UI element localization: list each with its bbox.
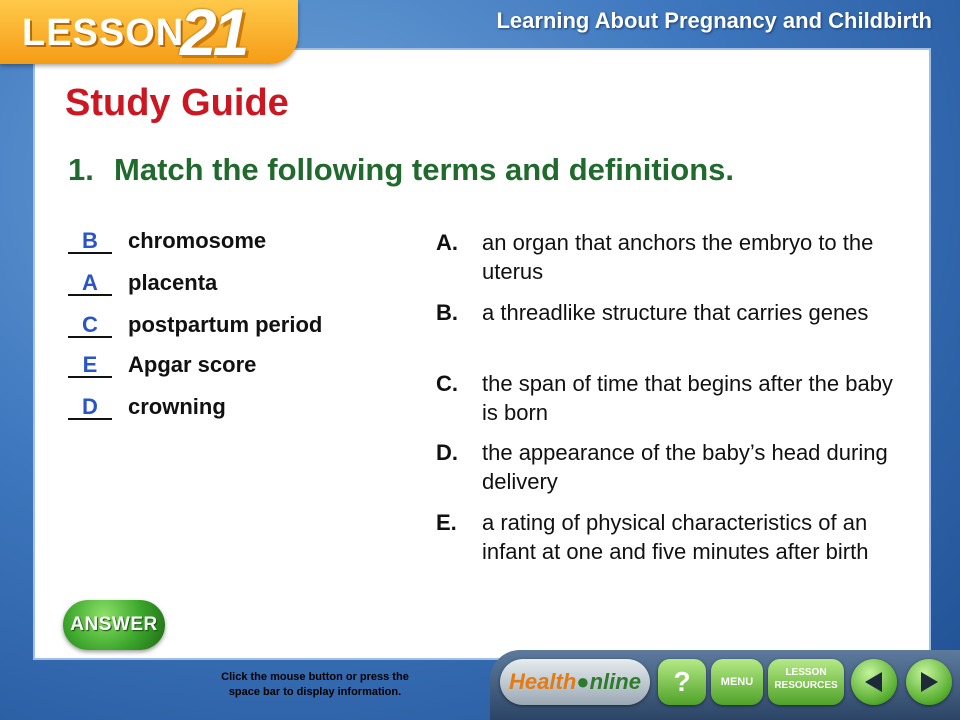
health-online-button[interactable] — [500, 659, 650, 705]
term-row — [68, 352, 256, 380]
lesson-resources-label: RESOURCES — [774, 680, 838, 691]
answer-blank: D — [68, 396, 112, 420]
next-button[interactable] — [906, 659, 952, 705]
term-label: crowning — [128, 394, 226, 419]
definition-letter: B. — [436, 300, 458, 325]
lesson-number: 21 — [180, 0, 246, 69]
answer-button[interactable]: ANSWER — [63, 600, 165, 650]
lesson-resources-button[interactable] — [768, 659, 844, 705]
triangle-right-icon — [917, 670, 941, 694]
term-label: placenta — [128, 270, 218, 295]
help-button[interactable]: ? — [658, 659, 706, 705]
lesson-label: LESSON — [22, 12, 185, 54]
health-online-label: Health — [509, 669, 577, 694]
triangle-left-icon — [862, 670, 886, 694]
answer-blank: A — [68, 272, 112, 296]
term-label: chromosome — [128, 228, 267, 253]
answer-blank: B — [68, 230, 112, 254]
page-title: Study Guide — [65, 82, 289, 124]
question-text: Match the following terms and definitions. — [114, 152, 735, 187]
definition-letter: D. — [436, 440, 458, 465]
answer-blank: E — [68, 354, 112, 378]
footer-hint-line: space bar to display information. — [228, 686, 402, 698]
previous-button[interactable] — [851, 659, 897, 705]
footer-hint — [180, 670, 450, 700]
term-row — [68, 228, 266, 256]
term-row — [68, 394, 226, 422]
lesson-resources-label: LESSON — [785, 667, 827, 678]
health-online-label-suffix: nline — [589, 669, 641, 694]
term-row — [68, 270, 217, 298]
question-heading — [68, 152, 734, 188]
definition-text: a threadlike structure that carries genes — [482, 300, 869, 325]
term-label: postpartum period — [128, 312, 323, 337]
definition-text: an organ that anchors the embryo to the uterus — [482, 230, 874, 284]
definition-text: the appearance of the baby’s head during delivery — [482, 440, 888, 494]
definition-letter: E. — [436, 510, 457, 535]
definition-letter: C. — [436, 371, 458, 396]
definition-letter: A. — [436, 230, 458, 255]
lesson-badge — [0, 0, 298, 69]
term-label: Apgar score — [128, 352, 257, 377]
definition-text: the span of time that begins after the baby is born — [482, 371, 893, 425]
answer-blank: C — [68, 314, 112, 338]
lesson-title: Learning About Pregnancy and Childbirth — [496, 8, 932, 33]
globe-icon: ● — [576, 669, 590, 694]
footer-hint-line: Click the mouse button or press the — [221, 671, 409, 683]
term-row — [68, 312, 322, 340]
question-number: 1. — [68, 152, 94, 187]
menu-button[interactable]: MENU — [711, 659, 763, 705]
definition-text: a rating of physical characteristics of an infant at one and five minutes after birth — [482, 510, 869, 564]
